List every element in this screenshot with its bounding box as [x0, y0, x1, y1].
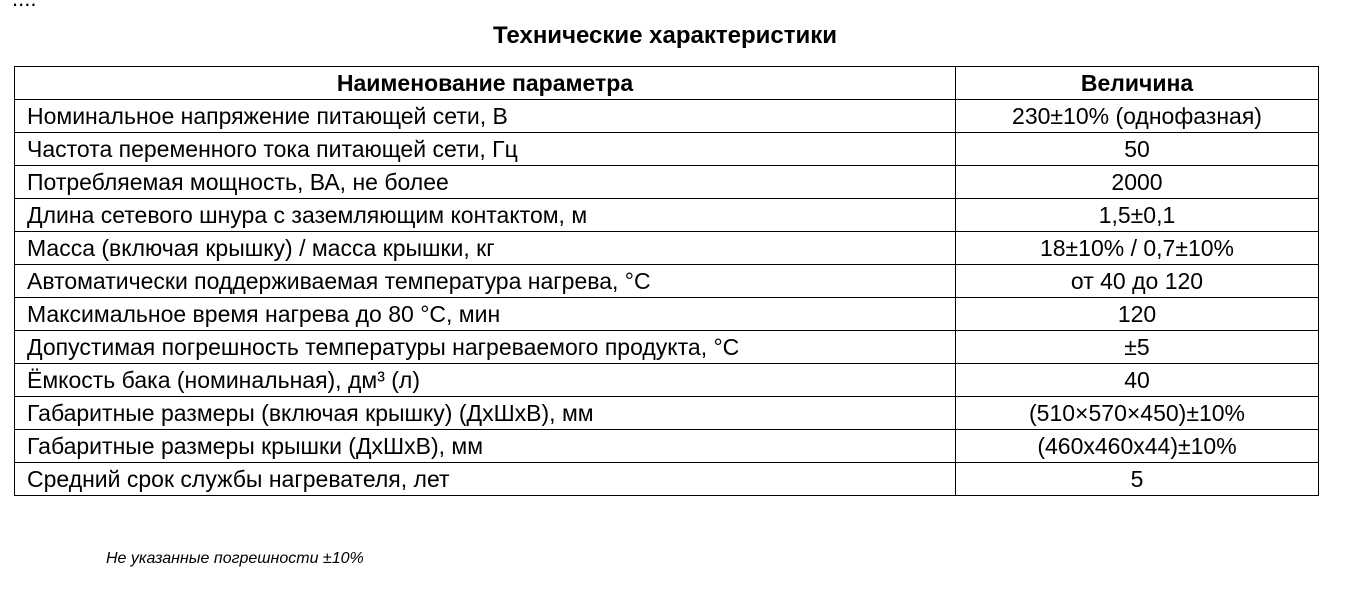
- header-value: Величина: [956, 67, 1319, 100]
- parameter-value-cell: 50: [956, 133, 1319, 166]
- table-header-row: [15, 67, 1319, 100]
- table-row: [15, 397, 1319, 430]
- clipped-text-fragment: [12, 0, 36, 12]
- parameter-value-cell: 2000: [956, 166, 1319, 199]
- parameter-name-cell: Частота переменного тока питающей сети, Гц: [15, 133, 956, 166]
- table-row: [15, 265, 1319, 298]
- parameter-name-cell: Ёмкость бака (номинальная), дм³ (л): [15, 364, 956, 397]
- parameter-name-cell: Допустимая погрешность температуры нагреваемого продукта, °С: [15, 331, 956, 364]
- section-title: Технические характеристики: [492, 22, 838, 49]
- parameter-name-cell: Габаритные размеры крышки (ДхШхВ), мм: [15, 430, 956, 463]
- parameter-value-cell: 5: [956, 463, 1319, 496]
- table-footnote: Не указанные погрешности ±10%: [106, 550, 364, 567]
- table-row: [15, 133, 1319, 166]
- parameter-name-cell: Потребляемая мощность, ВА, не более: [15, 166, 956, 199]
- parameter-value-cell: (510×570×450)±10%: [956, 397, 1319, 430]
- parameter-value-cell: 18±10% / 0,7±10%: [956, 232, 1319, 265]
- table-row: [15, 298, 1319, 331]
- table-row: [15, 100, 1319, 133]
- table-row: [15, 232, 1319, 265]
- table-row: [15, 199, 1319, 232]
- parameter-name-cell: Номинальное напряжение питающей сети, В: [15, 100, 956, 133]
- parameter-value-cell: 1,5±0,1: [956, 199, 1319, 232]
- parameter-value-cell: (460x460x44)±10%: [956, 430, 1319, 463]
- table-row: [15, 430, 1319, 463]
- table-row: [15, 166, 1319, 199]
- parameter-name-cell: Автоматически поддерживаемая температура нагрева, °С: [15, 265, 956, 298]
- header-parameter-name: Наименование параметра: [15, 67, 956, 100]
- parameter-value-cell: ±5: [956, 331, 1319, 364]
- parameter-value-cell: 120: [956, 298, 1319, 331]
- parameter-name-cell: Средний срок службы нагревателя, лет: [15, 463, 956, 496]
- parameter-name-cell: Длина сетевого шнура с заземляющим контактом, м: [15, 199, 956, 232]
- parameter-name-cell: Масса (включая крышку) / масса крышки, кг: [15, 232, 956, 265]
- parameter-name-cell: Максимальное время нагрева до 80 °С, мин: [15, 298, 956, 331]
- table-row: [15, 463, 1319, 496]
- parameter-value-cell: от 40 до 120: [956, 265, 1319, 298]
- specifications-table: [14, 66, 1319, 496]
- parameter-name-cell: Габаритные размеры (включая крышку) (ДхШхВ), мм: [15, 397, 956, 430]
- table-row: [15, 364, 1319, 397]
- table-row: [15, 331, 1319, 364]
- parameter-value-cell: 230±10% (однофазная): [956, 100, 1319, 133]
- parameter-value-cell: 40: [956, 364, 1319, 397]
